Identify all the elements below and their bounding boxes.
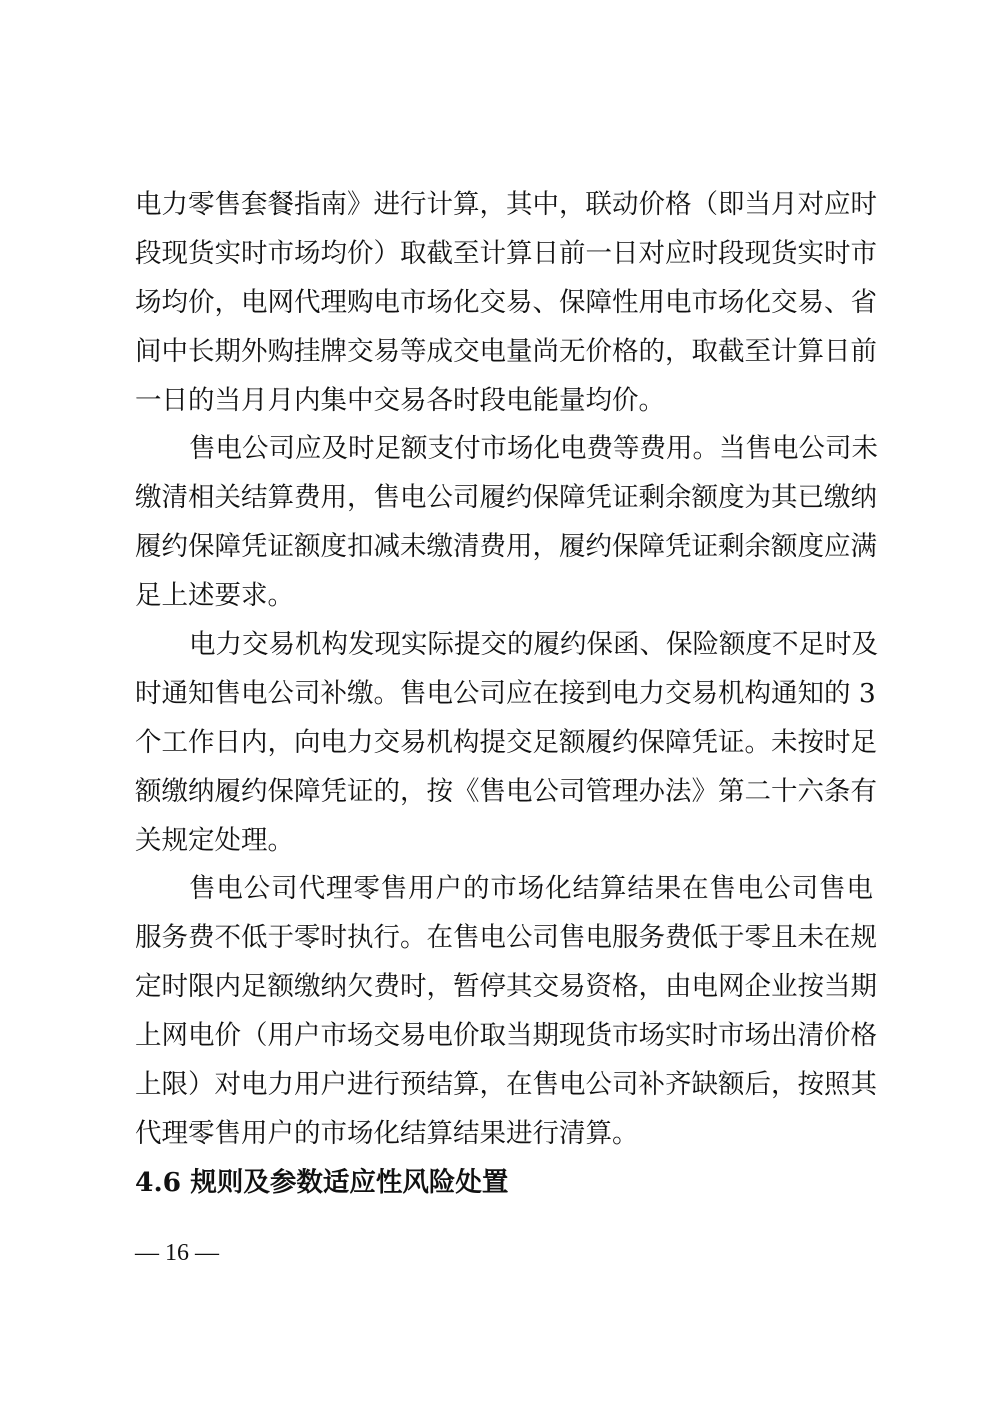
text-line: 电力交易机构发现实际提交的履约保函、保险额度不足时及 <box>189 629 878 661</box>
paragraph <box>135 425 878 621</box>
text-line: 售电公司应及时足额支付市场化电费等费用。当售电公司未 <box>189 433 878 465</box>
section-heading: 4.6 规则及参数适应性风险处置 <box>135 1166 509 1198</box>
text-line: 电力零售套餐指南》进行计算，其中，联动价格（即当月对应时 <box>135 189 877 220</box>
text-line: 上限）对电力用户进行预结算，在售电公司补齐缺额后，按照其 <box>135 1069 877 1101</box>
text-line: 场均价，电网代理购电市场化交易、保障性用电市场化交易、省 <box>135 286 877 318</box>
text-line: 个工作日内，向电力交易机构提交足额履约保障凭证。未按时足 <box>135 726 877 758</box>
text-line: 服务费不低于零时执行。在售电公司售电服务费低于零且未在规 <box>135 922 877 954</box>
text-line: 额缴纳履约保障凭证的，按《售电公司管理办法》第二十六条有 <box>135 775 877 807</box>
text-line: 履约保障凭证额度扣减未缴清费用，履约保障凭证剩余额度应满 <box>135 531 877 563</box>
text-line: 代理零售用户的市场化结算结果进行清算。 <box>135 1117 639 1149</box>
text-line: 足上述要求。 <box>135 580 294 612</box>
paragraph <box>135 865 877 1158</box>
text-line: 段现货实时市场均价）取截至计算日前一日对应时段现货实时市 <box>135 237 877 269</box>
text-line: 定时限内足额缴纳欠费时，暂停其交易资格，由电网企业按当期 <box>135 971 877 1003</box>
text-line: 售电公司代理零售用户的市场化结算结果在售电公司售电 <box>189 873 873 905</box>
paragraph <box>135 621 878 865</box>
text-line: 一日的当月月内集中交易各时段电能量均价。 <box>135 384 665 416</box>
text-line: 上网电价（用户市场交易电价取当期现货市场实时市场出清价格 <box>135 1020 877 1052</box>
text-line: 关规定处理。 <box>135 824 294 856</box>
page-number: — 16 — <box>135 1240 219 1266</box>
text-line: 缴清相关结算费用，售电公司履约保障凭证剩余额度为其已缴纳 <box>135 482 877 514</box>
text-line: 时通知售电公司补缴。售电公司应在接到电力交易机构通知的 3 <box>135 677 876 709</box>
text-line: 间中长期外购挂牌交易等成交电量尚无价格的，取截至计算日前 <box>135 335 877 367</box>
paragraph <box>135 181 877 425</box>
document-body <box>135 181 878 1208</box>
